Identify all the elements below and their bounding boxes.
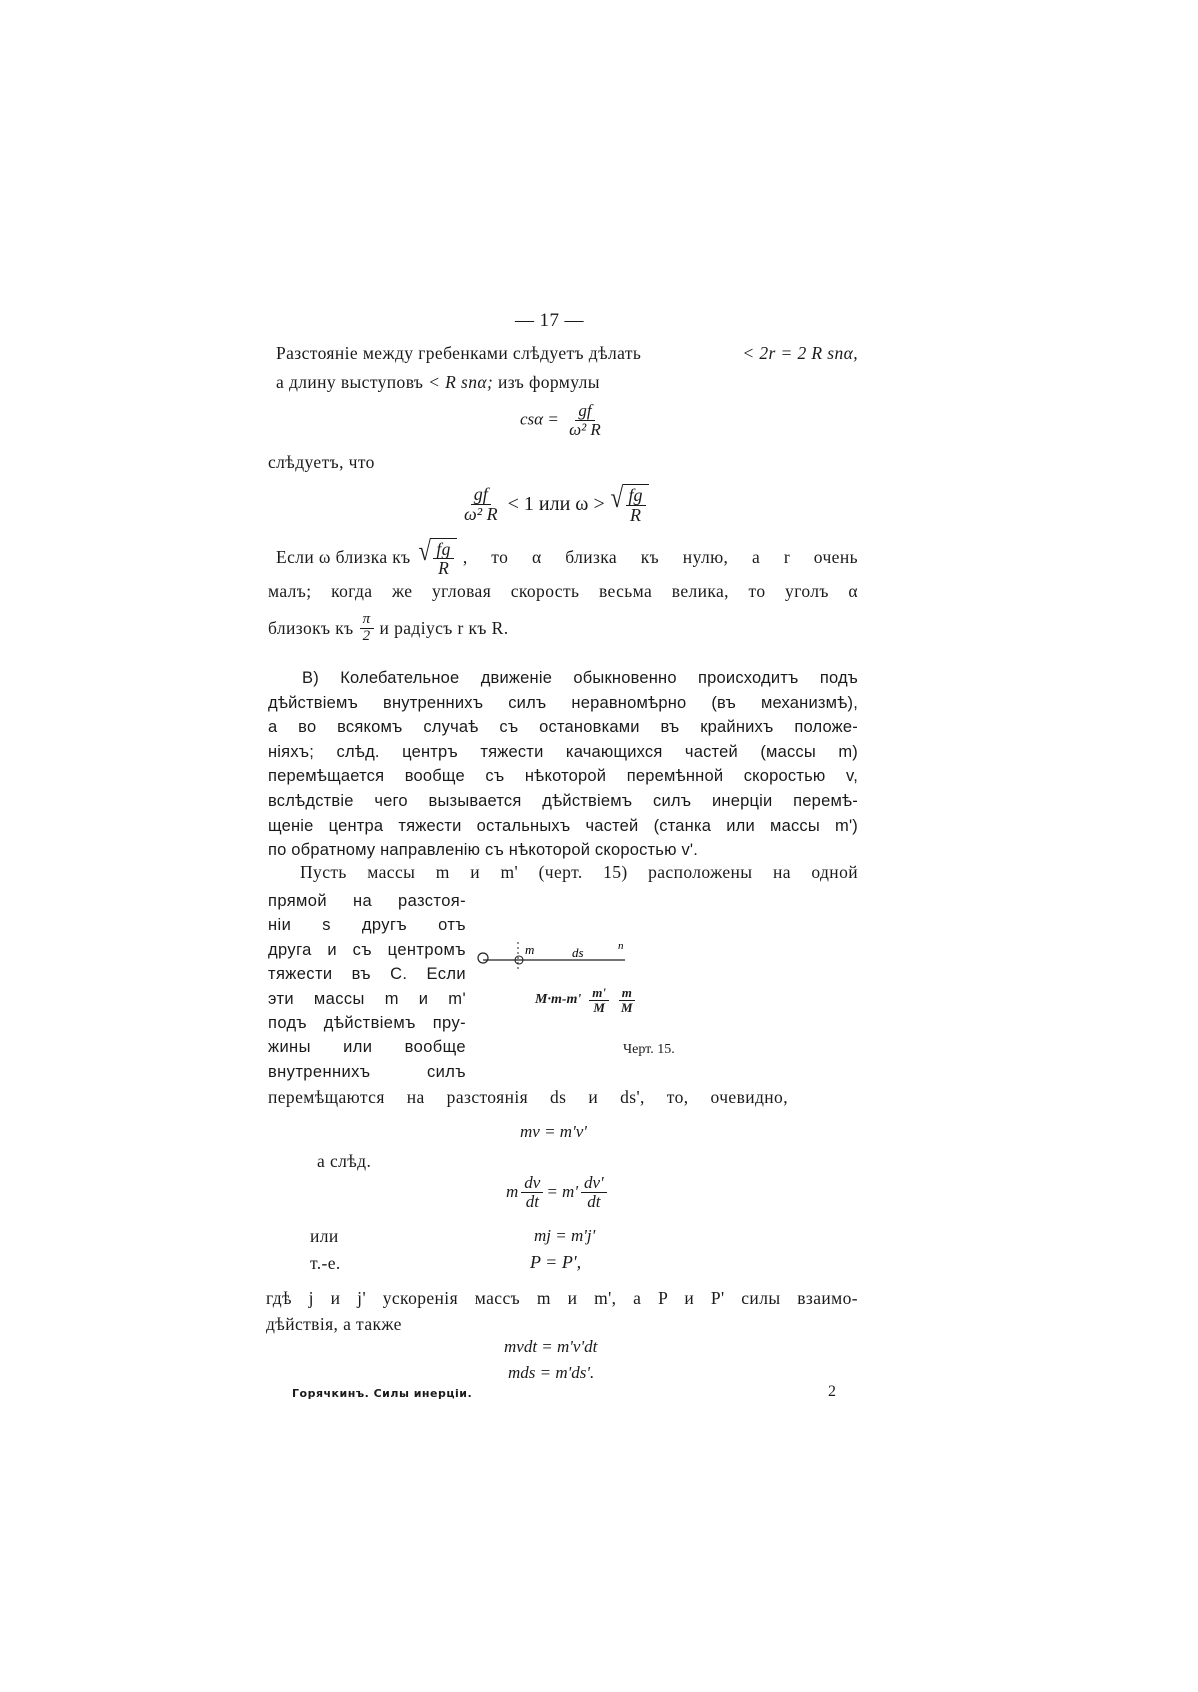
eq1: mv = m'v' [520,1122,587,1141]
figure-frac1-den: M [593,999,605,1015]
para-mass-last [268,1087,788,1108]
formula2-sqrt-fraction [626,486,646,525]
para2-line-b [268,581,858,602]
line-follows: слѣдуетъ, что [268,452,375,472]
figure-caption: Черт. 15. [623,1042,675,1057]
figure-formula [535,986,639,1014]
figure-left-mass [478,953,488,963]
para2-a-end: , то α близка къ нулю, а r очень [462,547,858,568]
formula2-fraction [461,485,501,524]
formula1-den: ω² R [569,419,601,439]
para2-c-start: близокъ къ [268,617,354,638]
para1-line2-end: изъ формулы [497,372,600,392]
figure-15 [475,924,735,1064]
eq6: mds = m'ds'. [508,1363,595,1382]
formula2-den: ω² R [464,503,498,524]
figure-frac2-den: M [621,999,633,1015]
eq4: P = P', [530,1252,582,1272]
para1-line2 [276,372,600,393]
eq2-m: m [506,1182,519,1202]
para-mass-wrap-line: тяжести въ C. Если [268,965,466,984]
eq2-frac1 [521,1174,543,1211]
paraB [268,666,858,863]
para2-line-c [268,612,508,645]
para2-b: малъ; когда же угловая скорость весьма велика, то уголъ α [268,581,858,601]
figure-frac2-num: m [619,986,635,1001]
closing-line2: дѣйствія, а также [266,1314,402,1334]
paraB-line: а во всякомъ случаѣ съ остановками въ крайнихъ положе- [268,718,858,737]
para2-sqrt-den: R [438,558,450,579]
para-mass-wrap-line: жины или вообще [268,1038,466,1057]
para2-sqrt: √ $\frac{fg}{R}$ [417,538,457,578]
eq2-frac1-num: dv [521,1174,543,1193]
closing-line1 [266,1288,858,1309]
eq2-frac2 [581,1174,607,1211]
footer-left: Горячкинъ. Силы инерціи. [292,1387,473,1400]
figure-frac2 [618,986,636,1014]
label-a: а слѣд. [317,1151,372,1171]
label-or: или [310,1226,339,1246]
formula1-num: gf [575,402,594,421]
formula1-lhs: csα = [520,409,559,429]
eq2 [506,1174,610,1211]
para1-line2-math: < R snα; [428,372,494,392]
formula2-sqrt: √ $\frac{fg}{R}$ [609,484,649,525]
eq2-frac2-den: dt [587,1191,601,1211]
para-mass-line1 [300,862,858,883]
para2-a-start: Если ω близка къ [276,547,411,568]
para-mass-wrap-line: внутреннихъ силъ [268,1062,466,1081]
formula2-sqrt-den: R [630,504,642,525]
para2-c-end: и радіусъ r къ R. [379,617,509,638]
formula1-fraction [566,402,604,439]
para1-line2-text: а длину выступовъ [276,372,424,392]
para-mass-wrap [268,889,466,1084]
paraB-line: по обратному направленію съ нѣкоторой скоростью v'. [268,841,699,860]
formula2-sqrt-num: fg [626,486,646,506]
figure-formula-text: M·m-m' [535,992,582,1008]
figure-label-m: m [525,942,535,957]
paraB-line: B) Колебательное движеніе обыкновенно происходитъ подъ [302,669,858,687]
formula-inequality [458,484,649,525]
paraB-line: перемѣщается вообще съ нѣкоторой перемѣнной скоростью v, [268,767,858,786]
eq2-frac1-den: dt [525,1191,539,1211]
eq3: mj = m'j' [534,1226,596,1245]
formula2-num: gf [471,485,491,505]
formula2-middle: < 1 или ω > [507,492,605,515]
para2-line-a [276,538,858,578]
closing-line1-text: гдѣ j и j' ускоренія массъ m и m', а P и P' силы взаимо- [266,1288,858,1308]
para-mass-wrap-line: эти массы m и m' [268,989,466,1008]
page-number-header: — 17 — [515,310,584,331]
eq5: mvdt = m'v'dt [504,1337,598,1356]
eq2-mid: = m' [546,1182,578,1202]
paraB-line: ніяхъ; слѣд. центръ тяжести качающихся частей (массы m) [268,742,858,761]
formula-cos-alpha [520,402,607,439]
para-mass-wrap-line: прямой на разстоя- [268,892,466,910]
para2-sqrt-num: fg [433,540,453,559]
figure-label-ds: ds [572,945,584,960]
para-mass-first: Пусть массы m и m' (черт. 15) расположены на одной [300,862,858,882]
para-mass-wrap-line: друга и съ центромъ [268,940,466,959]
figure-frac1-num: m' [589,986,609,1001]
para-mass-last-text: перемѣщаются на разстоянія ds и ds', то, очевидно, [268,1087,788,1107]
paraB-line: вслѣдствіе чего вызывается дѣйствіемъ силъ инерціи перемѣ- [268,791,858,810]
eq2-frac2-num: dv' [581,1174,607,1193]
figure-frac1 [589,986,609,1014]
para-mass-wrap-line: подъ дѣйствіемъ пру- [268,1014,466,1033]
para1-line1-math: < 2r = 2 R snα, [742,343,858,363]
paraB-line: дѣйствіемъ внутреннихъ силъ неравномѣрно (въ механизмѣ), [268,693,858,712]
footer-right: 2 [828,1383,836,1400]
para1-line1 [276,343,858,364]
figure-label-n: n [618,940,624,952]
para-mass-wrap-line: ніи s другъ отъ [268,916,466,935]
para2-pi-half [360,612,374,645]
para2-frac-den: 2 [362,627,371,644]
para1-line1-text: Разстояніе между гребенками слѣдуетъ дѣлать [276,343,642,363]
para2-frac-num: π [360,612,374,629]
paraB-line: щеніе центра тяжести остальныхъ частей (станка или массы m') [268,816,858,835]
label-te: т.-е. [310,1253,341,1273]
